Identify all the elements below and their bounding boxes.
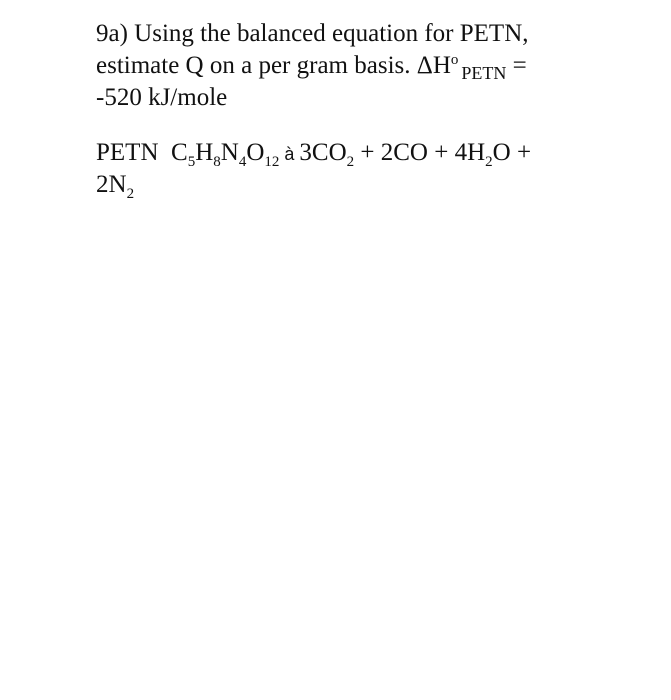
nitrogen-symbol: N <box>220 139 239 166</box>
n2-symbol: 2N <box>96 171 127 198</box>
enthalpy-value: -520 kJ/mole <box>96 84 228 111</box>
problem-line-2 <box>96 50 566 82</box>
degree-superscript: o <box>450 52 459 68</box>
carbon-symbol: C <box>171 139 188 166</box>
problem-line-2-text: estimate Q on a per gram basis. ΔH <box>96 52 451 79</box>
product-co2 <box>299 139 355 170</box>
h2o-o-symbol: O <box>492 139 511 166</box>
product-h2o <box>454 139 511 170</box>
oxygen-symbol: O <box>246 139 265 166</box>
oxygen-count: 12 <box>264 154 280 170</box>
h2o-h-symbol: 4H <box>454 139 486 166</box>
hydrogen-symbol: H <box>195 139 214 166</box>
problem-line-1: 9a) Using the balanced equation for PETN, <box>96 20 529 47</box>
h2o-count: 2 <box>485 154 493 170</box>
carbon-count: 5 <box>187 154 196 170</box>
plus-sign-1: + <box>354 139 381 166</box>
equation-line-1 <box>96 137 566 169</box>
co2-count: 2 <box>346 154 355 170</box>
n2-count: 2 <box>126 186 135 202</box>
balanced-equation <box>96 137 566 201</box>
plus-sign-2: + <box>427 139 455 166</box>
plus-sign-3: + <box>510 139 532 166</box>
product-n2 <box>96 171 135 202</box>
problem-statement <box>96 18 566 114</box>
reactant-formula <box>171 139 280 170</box>
product-co: 2CO <box>380 139 428 166</box>
co2-symbol: 3CO <box>299 139 347 166</box>
petn-subscript: PETN <box>461 63 507 83</box>
nitrogen-count: 4 <box>238 154 247 170</box>
hydrogen-count: 8 <box>213 154 221 170</box>
equals-sign: = <box>506 52 527 79</box>
equation-label: PETN <box>96 139 171 166</box>
arrow-glyph: à <box>279 144 300 164</box>
equation-line-2 <box>96 169 566 201</box>
